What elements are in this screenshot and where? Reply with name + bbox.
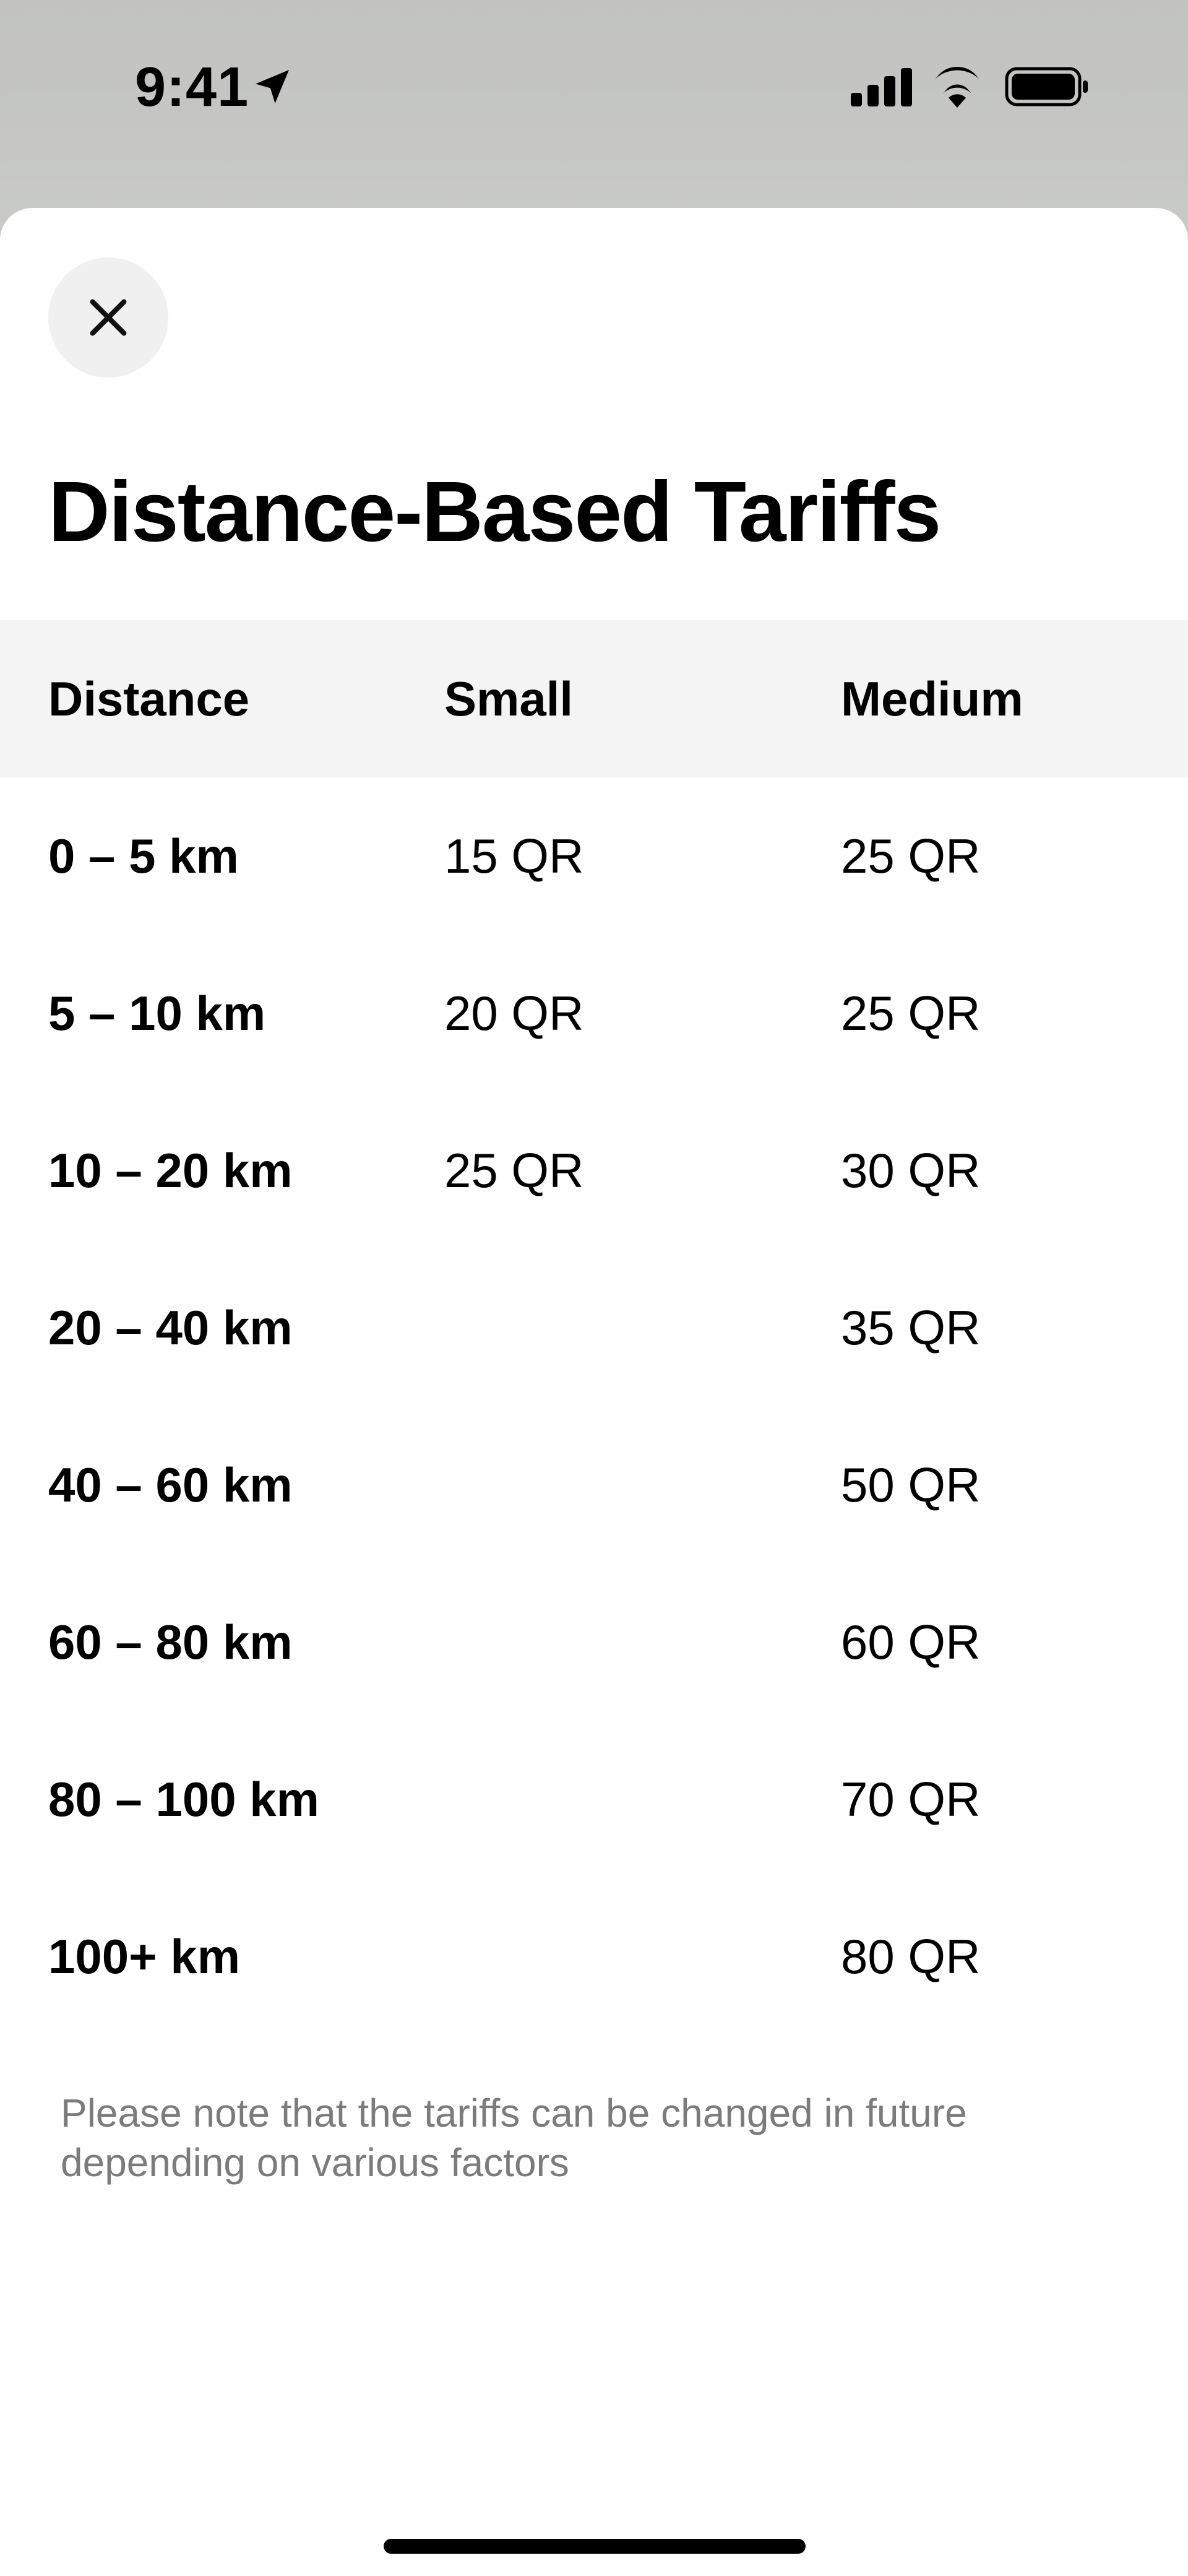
tariff-table bbox=[0, 620, 1188, 2035]
table-row bbox=[0, 1092, 1188, 1249]
table-row bbox=[0, 1406, 1188, 1563]
distance-cell: 20 – 40 km bbox=[48, 1300, 293, 1355]
medium-price-cell: 25 QR bbox=[841, 985, 981, 1040]
medium-price-cell: 80 QR bbox=[841, 1929, 981, 1984]
table-row bbox=[0, 1721, 1188, 1878]
distance-cell: 0 – 5 km bbox=[48, 828, 239, 883]
battery-icon bbox=[1005, 67, 1089, 106]
page-title: Distance-Based Tariffs bbox=[48, 464, 940, 560]
small-price-cell bbox=[444, 1878, 841, 2035]
status-bar bbox=[0, 0, 1188, 173]
distance-cell: 100+ km bbox=[48, 1929, 241, 1984]
column-header-small: Small bbox=[444, 671, 574, 726]
medium-price-cell: 50 QR bbox=[841, 1457, 981, 1512]
distance-cell: 80 – 100 km bbox=[48, 1771, 320, 1826]
medium-price-cell: 30 QR bbox=[841, 1143, 981, 1198]
small-price-cell: 25 QR bbox=[444, 1143, 584, 1198]
small-price-cell: 20 QR bbox=[444, 985, 584, 1040]
table-row bbox=[0, 777, 1188, 935]
wifi-icon bbox=[931, 64, 983, 108]
medium-price-cell: 35 QR bbox=[841, 1300, 981, 1355]
column-header-distance: Distance bbox=[48, 671, 250, 726]
small-price-cell bbox=[444, 1249, 841, 1406]
close-icon bbox=[85, 294, 132, 341]
small-price-cell bbox=[444, 1406, 841, 1563]
table-row bbox=[0, 1249, 1188, 1406]
location-arrow-icon bbox=[250, 64, 295, 109]
status-time: 9:41 bbox=[135, 56, 249, 118]
distance-cell: 60 – 80 km bbox=[48, 1614, 293, 1669]
table-row bbox=[0, 1563, 1188, 1721]
table-row bbox=[0, 935, 1188, 1092]
tariff-disclaimer: Please note that the tariffs can be changed in future depending on various factors bbox=[61, 2091, 967, 2185]
distance-cell: 10 – 20 km bbox=[48, 1143, 293, 1198]
small-price-cell bbox=[444, 1721, 841, 1878]
medium-price-cell: 60 QR bbox=[841, 1614, 981, 1669]
home-indicator[interactable] bbox=[384, 2539, 806, 2554]
medium-price-cell: 70 QR bbox=[841, 1771, 981, 1826]
small-price-cell: 15 QR bbox=[444, 828, 584, 883]
tariffs-sheet bbox=[0, 208, 1188, 2576]
table-row bbox=[0, 1878, 1188, 2035]
medium-price-cell: 25 QR bbox=[841, 828, 981, 883]
cellular-signal-icon bbox=[851, 68, 913, 106]
distance-cell: 5 – 10 km bbox=[48, 985, 266, 1040]
distance-cell: 40 – 60 km bbox=[48, 1457, 293, 1512]
table-header-row bbox=[0, 620, 1188, 777]
close-button[interactable] bbox=[48, 257, 168, 378]
small-price-cell bbox=[444, 1563, 841, 1721]
column-header-medium: Medium bbox=[841, 671, 1023, 726]
